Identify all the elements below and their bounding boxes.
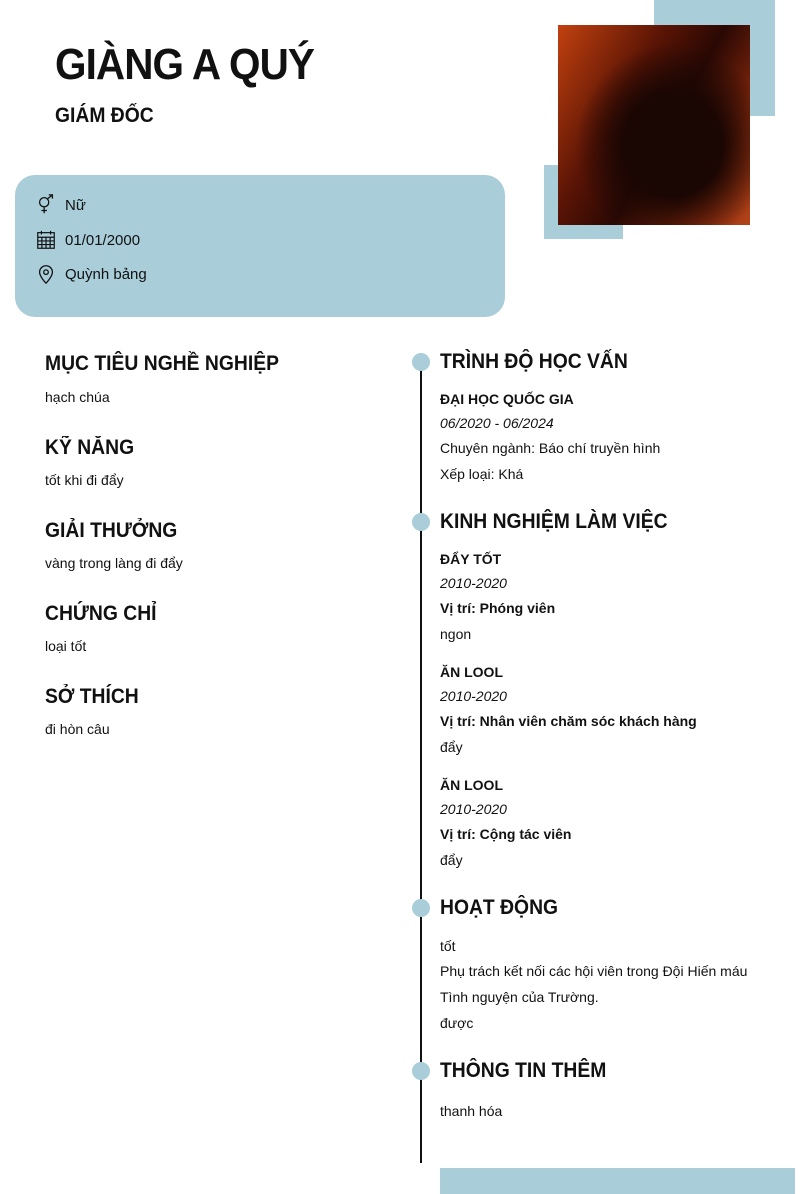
section-heading-awards: GIẢI THƯỞNG (45, 519, 178, 542)
section-heading-more-info: THÔNG TIN THÊM (440, 1059, 607, 1082)
education-period: 06/2020 - 06/2024 (440, 415, 554, 431)
job-description: ngon (440, 626, 472, 642)
activity-line: được (440, 1015, 474, 1031)
activity-line: Tình nguyện của Trường. (440, 989, 599, 1005)
section-heading-experience: KINH NGHIỆM LÀM VIỆC (440, 510, 668, 533)
certificates-text: loại tốt (45, 638, 87, 654)
candidate-name: GIÀNG A QUÝ (55, 40, 315, 89)
job-description: đẩy (440, 852, 463, 868)
timeline-dot (412, 1062, 430, 1080)
section-heading-certificates: CHỨNG CHỈ (45, 602, 157, 625)
footer-bar (440, 1168, 795, 1194)
section-heading-skills: KỸ NĂNG (45, 436, 135, 459)
hobbies-text: đi hòn câu (45, 721, 110, 737)
profile-photo (558, 25, 750, 225)
section-heading-hobbies: SỞ THÍCH (45, 685, 139, 708)
activity-line: tốt (440, 938, 456, 954)
awards-text: vàng trong làng đi đẩy (45, 555, 183, 571)
job-period: 2010-2020 (440, 688, 507, 704)
skills-text: tốt khi đi đẩy (45, 472, 124, 488)
timeline-dot (412, 513, 430, 531)
education-grade: Xếp loại: Khá (440, 466, 524, 482)
section-heading-career-goal: MỤC TIÊU NGHỀ NGHIỆP (45, 352, 280, 375)
company-name: ĂN LOOL (440, 664, 503, 680)
gender-text: Nữ (65, 196, 86, 214)
more-info-text: thanh hóa (440, 1103, 503, 1119)
gender-icon (35, 194, 57, 216)
timeline-line (420, 362, 422, 1163)
job-period: 2010-2020 (440, 801, 507, 817)
job-period: 2010-2020 (440, 575, 507, 591)
school-name: ĐẠI HỌC QUỐC GIA (440, 391, 574, 407)
calendar-icon (35, 229, 57, 251)
company-name: ĂN LOOL (440, 777, 503, 793)
location-pin-icon (35, 263, 57, 285)
address-text: Quỳnh bảng (65, 265, 147, 283)
timeline-dot (412, 899, 430, 917)
info-address (35, 263, 147, 285)
job-position: Vị trí: Nhân viên chăm sóc khách hàng (440, 713, 697, 729)
personal-info-box (15, 175, 505, 317)
job-title: GIÁM ĐỐC (55, 104, 154, 127)
job-position: Vị trí: Cộng tác viên (440, 826, 572, 842)
section-heading-activities: HOẠT ĐỘNG (440, 896, 559, 919)
job-position: Vị trí: Phóng viên (440, 600, 556, 616)
birthday-text: 01/01/2000 (65, 231, 141, 249)
career-goal-text: hạch chúa (45, 389, 110, 405)
job-description: đẩy (440, 739, 463, 755)
timeline-dot (412, 353, 430, 371)
activity-line: Phụ trách kết nối các hội viên trong Đội Hiến máu (440, 963, 748, 979)
info-gender (35, 194, 86, 216)
section-heading-education: TRÌNH ĐỘ HỌC VẤN (440, 350, 628, 373)
education-major: Chuyên ngành: Báo chí truyền hình (440, 440, 661, 456)
info-birthday (35, 229, 140, 251)
company-name: ĐẨY TỐT (440, 551, 502, 567)
